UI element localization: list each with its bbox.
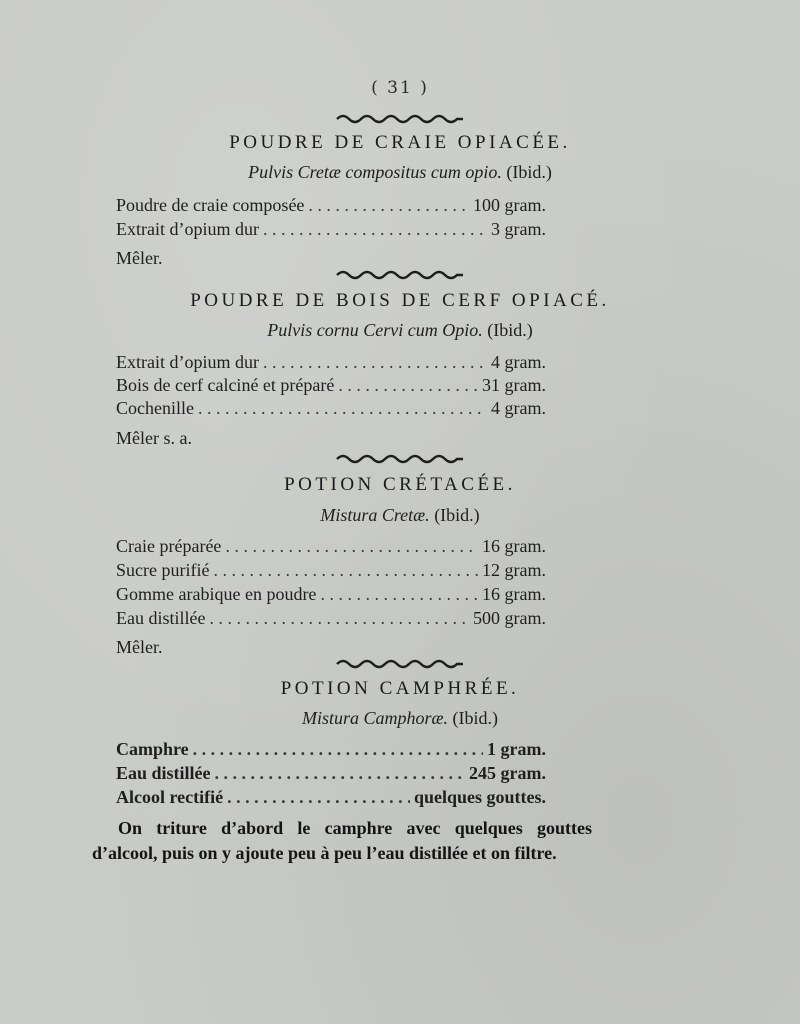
ingredient-quantity: 16 gram. bbox=[482, 536, 546, 556]
ingredient-quantity: 3 gram. bbox=[491, 219, 546, 239]
page-number: ( 31 ) bbox=[371, 78, 429, 98]
ingredient-row bbox=[116, 584, 546, 605]
ingredient-name: Extrait d’opium dur bbox=[116, 352, 259, 372]
ingredient-name: Bois de cerf calciné et préparé bbox=[116, 375, 335, 395]
ingredient-quantity: 100 gram. bbox=[473, 195, 546, 215]
section-title: POUDRE DE BOIS DE CERF OPIACÉ. bbox=[190, 290, 610, 311]
section-subtitle bbox=[0, 708, 800, 729]
ingredient-row bbox=[116, 219, 546, 240]
leader-dots bbox=[263, 352, 487, 373]
section-title: POTION CRÉTACÉE. bbox=[284, 474, 516, 495]
leader-dots bbox=[225, 536, 478, 557]
wave-ornament bbox=[0, 657, 800, 671]
ingredient-quantity: quelques gouttes. bbox=[413, 787, 546, 807]
ingredient-row bbox=[116, 763, 546, 784]
section-title: POUDRE DE CRAIE OPIACÉE. bbox=[229, 132, 571, 153]
ingredient-name: Eau distillée bbox=[116, 763, 211, 783]
ingredient-name: Sucre purifié bbox=[116, 560, 210, 580]
ingredient-quantity: 4 gram. bbox=[491, 352, 546, 372]
ingredient-row bbox=[116, 739, 546, 760]
ingredient-name: Craie préparée bbox=[116, 536, 222, 556]
ingredient-quantity: 4 gram. bbox=[491, 398, 546, 418]
leader-dots bbox=[209, 608, 469, 629]
ingredient-row bbox=[116, 398, 546, 419]
wave-ornament bbox=[0, 268, 800, 282]
ingredient-name: Poudre de craie composée bbox=[116, 195, 305, 215]
ingredient-row bbox=[116, 352, 546, 373]
reference: (Ibid.) bbox=[487, 320, 533, 340]
instruction-paragraph: On triture d’abord le camphre avec quelques gouttes d’alcool, puis on y ajoute peu à peu l’eau distillée et on filtre. bbox=[92, 818, 592, 863]
leader-dots bbox=[213, 560, 478, 581]
section-subtitle bbox=[0, 162, 800, 183]
leader-dots bbox=[193, 739, 483, 760]
leader-dots bbox=[320, 584, 478, 605]
ingredient-quantity: 12 gram. bbox=[482, 560, 546, 580]
ingredient-quantity: 31 gram. bbox=[482, 375, 546, 395]
instruction-text: Mêler. bbox=[116, 248, 163, 268]
ingredient-name: Gomme arabique en poudre bbox=[116, 584, 317, 604]
leader-dots bbox=[263, 219, 487, 240]
ingredient-name: Eau distillée bbox=[116, 608, 206, 628]
latin-name: Pulvis Cretæ compositus cum opio. bbox=[248, 162, 502, 182]
section-title: POTION CAMPHRÉE. bbox=[280, 678, 520, 699]
section-subtitle bbox=[0, 320, 800, 341]
ingredient-row bbox=[116, 608, 546, 629]
ingredient-name: Alcool rectifié bbox=[116, 787, 224, 807]
reference: (Ibid.) bbox=[434, 505, 480, 525]
ingredient-quantity: 16 gram. bbox=[482, 584, 546, 604]
ingredient-quantity: 245 gram. bbox=[469, 763, 546, 783]
leader-dots bbox=[227, 787, 410, 808]
ingredient-quantity: 1 gram. bbox=[487, 739, 546, 759]
ingredient-quantity: 500 gram. bbox=[473, 608, 546, 628]
ingredient-row bbox=[116, 787, 546, 808]
leader-dots bbox=[198, 398, 487, 419]
latin-name: Mistura Camphoræ. bbox=[301, 708, 449, 728]
leader-dots bbox=[338, 375, 478, 396]
wave-ornament bbox=[0, 112, 800, 126]
reference: (Ibid.) bbox=[452, 708, 498, 728]
ingredient-row bbox=[116, 560, 546, 581]
latin-name: Pulvis cornu Cervi cum Opio. bbox=[267, 320, 483, 340]
leader-dots bbox=[215, 763, 466, 784]
ingredient-row bbox=[116, 375, 546, 396]
ingredient-name: Cochenille bbox=[116, 398, 194, 418]
wave-ornament bbox=[0, 452, 800, 466]
ingredient-row bbox=[116, 536, 546, 557]
latin-name: Mistura Cretæ. bbox=[320, 505, 430, 525]
leader-dots bbox=[308, 195, 469, 216]
ingredient-row bbox=[116, 195, 546, 216]
ingredient-name: Extrait d’opium dur bbox=[116, 219, 259, 239]
reference: (Ibid.) bbox=[506, 162, 552, 182]
instruction-text: Mêler. bbox=[116, 637, 163, 657]
instruction-text: Mêler s. a. bbox=[116, 428, 192, 448]
section-subtitle bbox=[0, 505, 800, 526]
ingredient-name: Camphre bbox=[116, 739, 189, 759]
